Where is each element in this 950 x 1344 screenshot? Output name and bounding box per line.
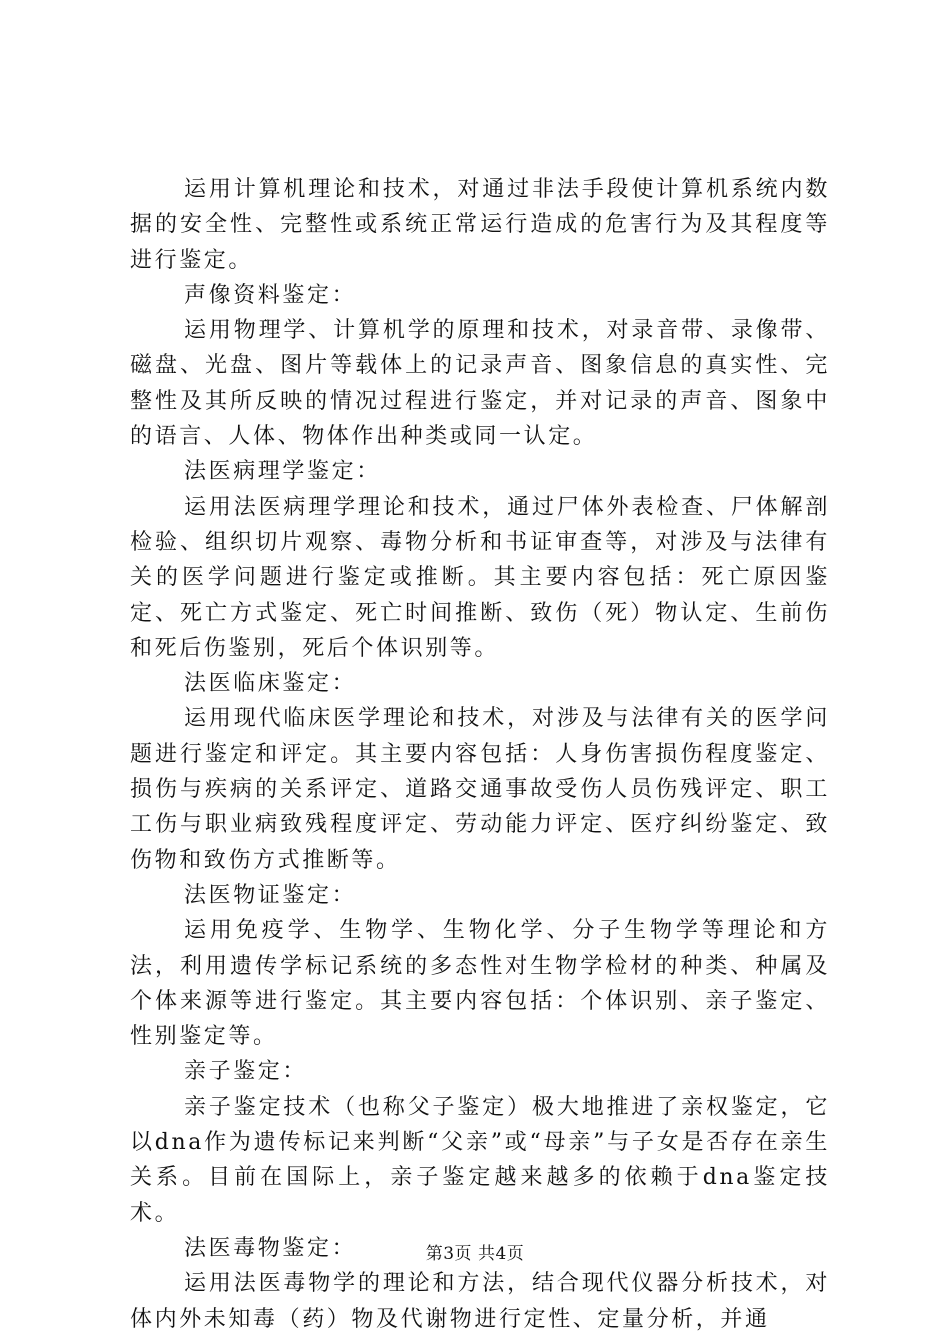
paragraph-computer-forensics: 运用计算机理论和技术，对通过非法手段使计算机系统内数据的安全性、完整性或系统正常运行造成的危害行为及其程度等进行鉴定。 — [130, 177, 830, 273]
document-body — [130, 172, 830, 1337]
heading-paternity: 亲子鉴定： — [184, 1059, 308, 1085]
paragraph-paternity: 亲子鉴定技术（也称父子鉴定）极大地推进了亲权鉴定，它以dna作为遗传标记来判断“父亲”或“母亲”与子女是否存在亲生关系。目前在国际上，亲子鉴定越来越多的依赖于dna鉴定技术。 — [130, 1094, 830, 1226]
heading-audio-video: 声像资料鉴定： — [184, 282, 357, 308]
paragraph-forensic-pathology: 运用法医病理学理论和技术，通过尸体外表检查、尸体解剖检验、组织切片观察、毒物分析和书证审查等，对涉及与法律有关的医学问题进行鉴定或推断。其主要内容包括：死亡原因鉴定、死亡方式鉴定、死亡时间推断、致伤（死）物认定、生前伤和死后伤鉴别，死后个体识别等。 — [130, 494, 830, 661]
paragraph-forensic-toxicology: 运用法医毒物学的理论和方法，结合现代仪器分析技术，对体内外未知毒（药）物及代谢物进行定性、定量分析，并通 — [130, 1271, 830, 1332]
heading-forensic-evidence: 法医物证鉴定： — [184, 882, 357, 908]
heading-forensic-toxicology: 法医毒物鉴定： — [184, 1235, 357, 1261]
heading-forensic-pathology: 法医病理学鉴定： — [184, 459, 381, 485]
paragraph-audio-video: 运用物理学、计算机学的原理和技术，对录音带、录像带、磁盘、光盘、图片等载体上的记录声音、图象信息的真实性、完整性及其所反映的情况过程进行鉴定，并对记录的声音、图象中的语言、人体、物体作出种类或同一认定。 — [130, 318, 830, 450]
heading-forensic-clinical: 法医临床鉴定： — [184, 671, 357, 697]
page-number-footer: 第3页 共4页 — [425, 1244, 525, 1264]
paragraph-forensic-clinical: 运用现代临床医学理论和技术，对涉及与法律有关的医学问题进行鉴定和评定。其主要内容包括：人身伤害损伤程度鉴定、损伤与疾病的关系评定、道路交通事故受伤人员伤残评定、职工工伤与职业病致残程度评定、劳动能力评定、医疗纠纷鉴定、致伤物和致伤方式推断等。 — [130, 706, 830, 873]
paragraph-forensic-evidence: 运用免疫学、生物学、生物化学、分子生物学等理论和方法，利用遗传学标记系统的多态性对生物学检材的种类、种属及个体来源等进行鉴定。其主要内容包括：个体识别、亲子鉴定、性别鉴定等。 — [130, 918, 830, 1050]
